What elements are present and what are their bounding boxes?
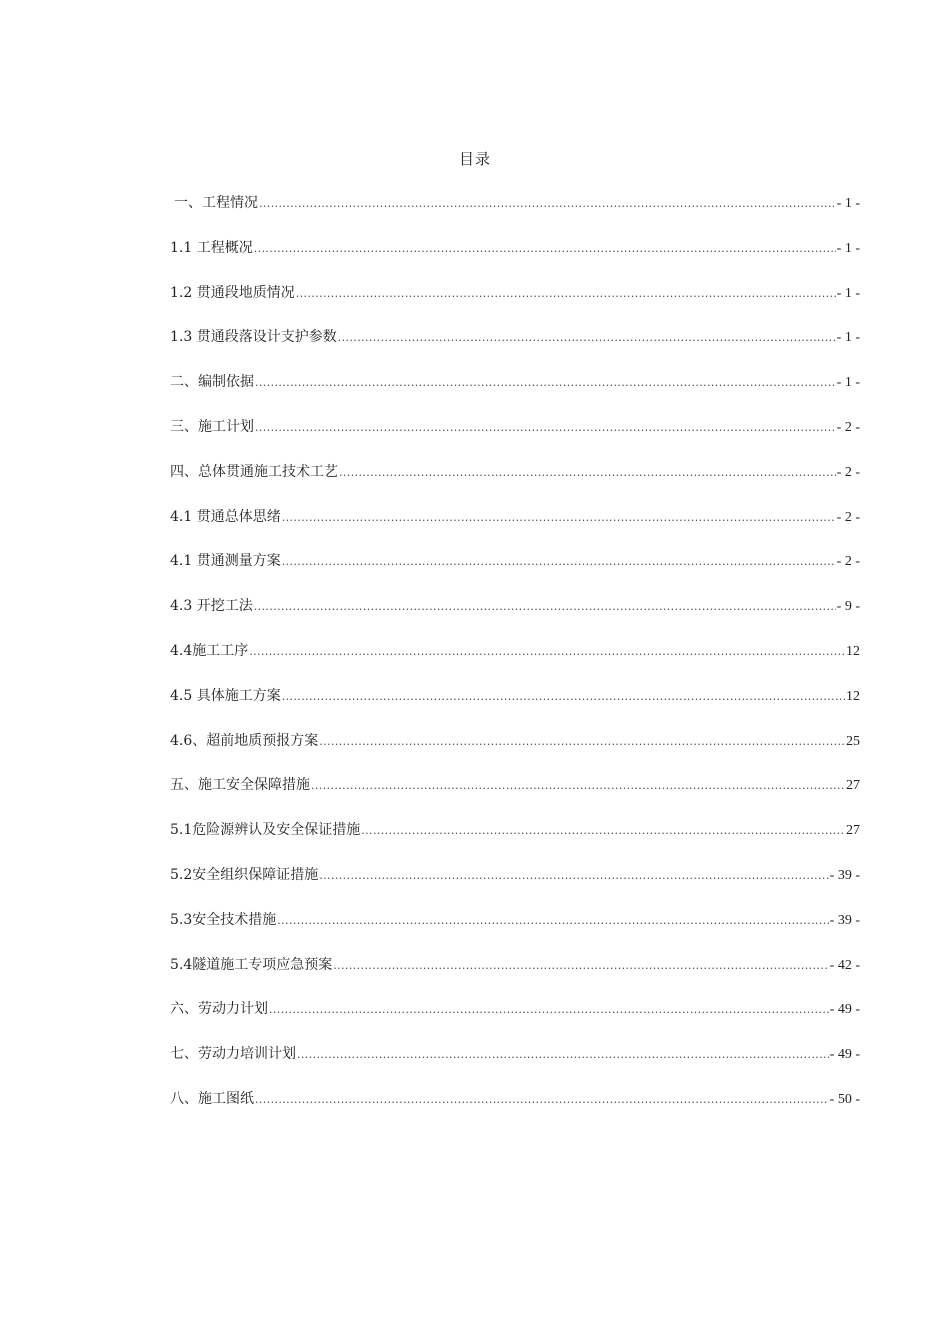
toc-entry[interactable] (170, 728, 860, 773)
toc-entry-label: 五、施工安全保障措施 (170, 777, 310, 794)
toc-entry-label: 4.1 贯通测量方案 (170, 553, 281, 570)
toc-entry-label: 4.1 贯通总体思绪 (170, 508, 281, 525)
toc-dot-leader (255, 1087, 829, 1113)
toc-entry[interactable] (170, 862, 860, 907)
toc-entry-label: 5.4隧道施工专项应急预案 (170, 956, 333, 973)
toc-entry[interactable] (170, 638, 860, 683)
toc-dot-leader (282, 684, 845, 710)
toc-entry-page: - 9 - (836, 599, 860, 615)
toc-entry[interactable] (170, 369, 860, 414)
toc-entry-label: 一、工程情况 (174, 195, 258, 211)
toc-dot-leader (296, 281, 836, 307)
toc-entry-page: - 49 - (829, 1047, 860, 1063)
toc-entry-page: 27 (846, 778, 860, 794)
toc-dot-leader (254, 236, 836, 262)
toc-entry[interactable] (170, 1041, 860, 1086)
toc-entry-page: - 2 - (836, 509, 860, 525)
toc-title: 目录 (458, 150, 491, 168)
toc-dot-leader (333, 953, 828, 979)
toc-entry-label: 七、劳动力培训计划 (170, 1046, 296, 1063)
toc-dot-leader (319, 729, 845, 755)
toc-entry-label: 1.1 工程概况 (170, 239, 253, 256)
toc-entry[interactable] (170, 1086, 860, 1131)
toc-dot-leader (255, 370, 836, 396)
toc-entry[interactable] (170, 459, 860, 504)
toc-dot-leader (254, 594, 836, 620)
toc-dot-leader (282, 549, 836, 575)
toc-entry-page: 12 (846, 688, 860, 704)
toc-entry[interactable] (170, 907, 860, 952)
toc-entry-label: 4.4施工工序 (170, 642, 249, 659)
toc-entry[interactable] (170, 548, 860, 593)
toc-dot-leader (339, 460, 836, 486)
toc-entry-label: 4.5 具体施工方案 (170, 687, 281, 704)
toc-dot-leader (297, 1042, 829, 1068)
toc-entry[interactable] (170, 414, 860, 459)
toc-entry-page: - 42 - (829, 957, 860, 973)
toc-entry[interactable] (170, 772, 860, 817)
toc-entry-page: - 2 - (836, 419, 860, 435)
toc-entry-label: 4.3 开挖工法 (170, 598, 253, 615)
toc-entry-page: - 39 - (829, 867, 860, 883)
toc-dot-leader (249, 639, 845, 665)
toc-entry-label: 四、总体贯通施工技术工艺 (170, 463, 338, 480)
toc-entry-page: - 2 - (836, 464, 860, 480)
toc-list (170, 190, 860, 1131)
toc-entry[interactable] (170, 996, 860, 1041)
toc-entry[interactable] (170, 504, 860, 549)
toc-entry[interactable] (170, 280, 860, 325)
toc-entry-label: 三、施工计划 (170, 418, 254, 435)
toc-entry-page: - 1 - (836, 375, 860, 391)
toc-entry[interactable] (170, 190, 860, 235)
toc-dot-leader (255, 415, 836, 441)
toc-dot-leader (277, 908, 828, 934)
toc-entry-label: 二、编制依据 (170, 374, 254, 391)
toc-entry-page: - 1 - (836, 285, 860, 301)
toc-dot-leader (319, 863, 828, 889)
toc-entry-page: - 49 - (829, 1002, 860, 1018)
toc-entry-label: 5.1危险源辨认及安全保证措施 (170, 822, 361, 839)
toc-dot-leader (282, 505, 836, 531)
toc-dot-leader (338, 325, 836, 351)
toc-entry[interactable] (170, 683, 860, 728)
toc-entry-label: 5.3安全技术措施 (170, 911, 277, 928)
toc-entry[interactable] (170, 324, 860, 369)
toc-entry-label: 5.2安全组织保障证措施 (170, 866, 319, 883)
toc-entry-page: - 1 - (836, 240, 860, 256)
toc-dot-leader (269, 997, 829, 1023)
toc-entry-page: - 1 - (836, 330, 860, 346)
toc-entry[interactable] (170, 593, 860, 638)
toc-entry[interactable] (170, 952, 860, 997)
toc-entry-label: 八、施工图纸 (170, 1090, 254, 1107)
toc-entry-page: 25 (846, 733, 860, 749)
toc-dot-leader (311, 773, 845, 799)
toc-entry-label: 六、劳动力计划 (170, 1001, 268, 1018)
toc-entry[interactable] (170, 235, 860, 280)
toc-entry-page: - 1 - (836, 196, 860, 211)
toc-entry[interactable] (170, 817, 860, 862)
toc-entry-page: 27 (846, 823, 860, 839)
toc-entry-label: 4.6、超前地质预报方案 (170, 732, 319, 749)
toc-entry-label: 1.3 贯通段落设计支护参数 (170, 329, 337, 346)
toc-dot-leader (259, 191, 836, 217)
toc-dot-leader (361, 818, 845, 844)
toc-entry-page: - 2 - (836, 554, 860, 570)
toc-entry-label: 1.2 贯通段地质情况 (170, 284, 295, 301)
toc-entry-page: 12 (846, 643, 860, 659)
toc-entry-page: - 50 - (829, 1091, 860, 1107)
toc-entry-page: - 39 - (829, 912, 860, 928)
